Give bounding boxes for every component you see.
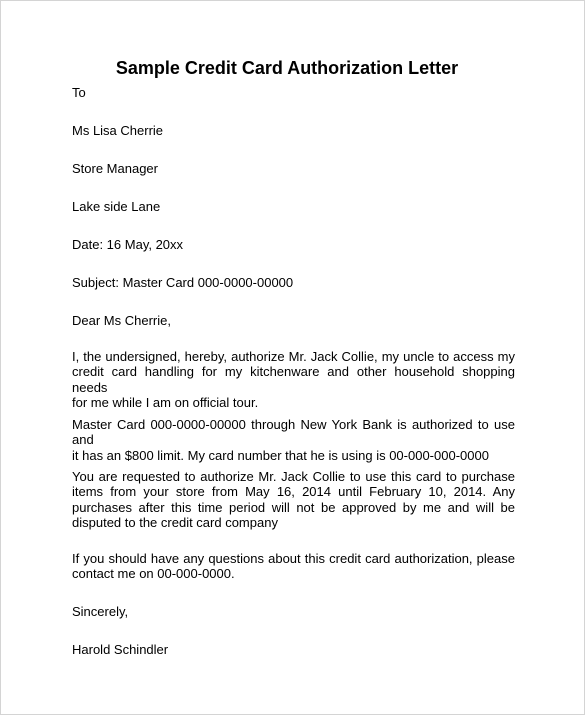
paragraph-line: contact me on 00-000-0000. (72, 566, 235, 582)
recipient-name: Ms Lisa Cherrie (72, 123, 164, 138)
closing: Sincerely, (72, 604, 129, 619)
paragraph-line: I, the undersigned, hereby, authorize Mr. Jack Collie, my uncle to access my (72, 349, 515, 364)
salutation: Dear Ms Cherrie, (72, 313, 171, 328)
paragraph-line: Master Card 000-0000-00000 through New York Bank is authorized to use and (72, 417, 515, 448)
paragraph-line: for me while I am on official tour. (72, 395, 259, 411)
letter-subject: Subject: Master Card 000-0000-00000 (72, 275, 294, 290)
body-paragraph-4 (72, 551, 515, 582)
paragraph-line: credit card handling for my kitchenware and other household shopping needs (72, 364, 515, 395)
body-paragraph-2 (72, 417, 515, 463)
recipient-title: Store Manager (72, 161, 158, 176)
paragraph-line: it has an $800 limit. My card number that he is using is 00-000-000-0000 (72, 447, 489, 463)
paragraph-line: items from your store from May 16, 2014 until February 10, 2014. Any (72, 484, 515, 500)
letter-date: Date: 16 May, 20xx (72, 237, 184, 252)
body-paragraph-3 (72, 469, 515, 531)
to-label: To (72, 85, 86, 100)
paragraph-line: You are requested to authorize Mr. Jack Collie to use this card to purchase (72, 469, 515, 484)
paragraph-line: disputed to the credit card company (72, 515, 278, 531)
paragraph-line: If you should have any questions about this credit card authorization, please (72, 551, 515, 566)
letter-title: Sample Credit Card Authorization Letter (115, 58, 459, 78)
paragraph-line: purchases after this time period will not be approved by me and will be (72, 499, 515, 515)
recipient-address: Lake side Lane (72, 199, 161, 214)
body-paragraph-1 (72, 349, 515, 411)
signature-name: Harold Schindler (72, 642, 169, 657)
